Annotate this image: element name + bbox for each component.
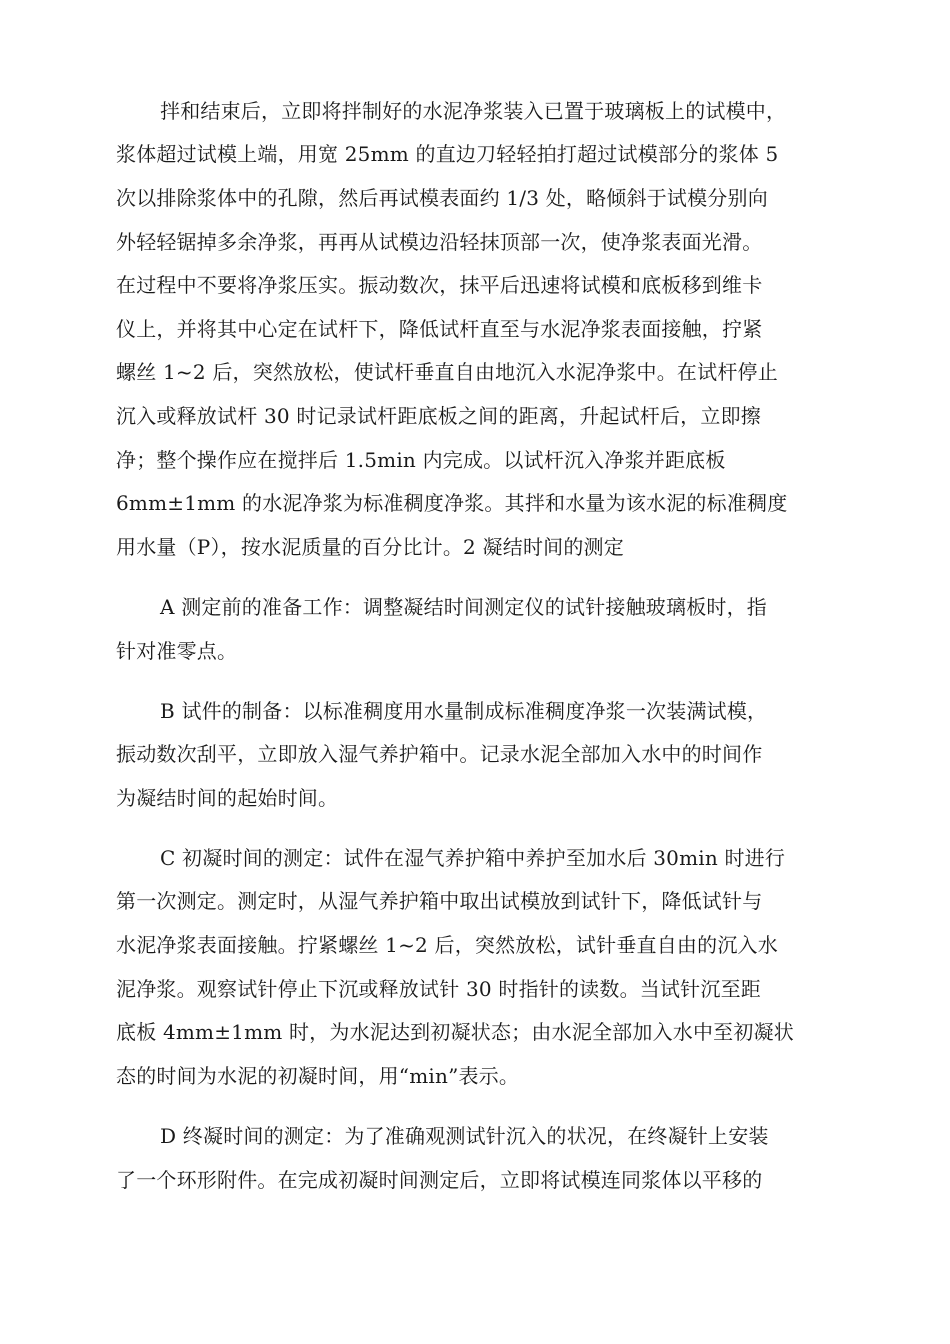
paragraph-1-line-7: 螺丝 1~2 后，突然放松，使试杆垂直自由地沉入水泥净浆中。在试杆停止 xyxy=(116,360,778,384)
paragraph-1-line-5: 在过程中不要将净浆压实。振动数次，抹平后迅速将试模和底板移到维卡 xyxy=(116,273,763,297)
paragraph-b-line-1: B 试件的制备：以标准稠度用水量制成标准稠度净浆一次装满试模， xyxy=(160,699,768,723)
paragraph-b-line-2: 振动数次刮平，立即放入湿气养护箱中。记录水泥全部加入水中的时间作 xyxy=(116,742,763,766)
paragraph-c-line-2: 第一次测定。测定时，从湿气养护箱中取出试模放到试针下，降低试针与 xyxy=(116,889,763,913)
paragraph-1-line-3: 次以排除浆体中的孔隙，然后再试模表面约 1/3 处，略倾斜于试模分别向 xyxy=(116,186,768,210)
paragraph-1-line-6: 仪上，并将其中心定在试杆下，降低试杆直至与水泥净浆表面接触，拧紧 xyxy=(116,317,763,341)
paragraph-1-line-9: 净；整个操作应在搅拌后 1.5min 内完成。以试杆沉入净浆并距底板 xyxy=(116,448,726,472)
paragraph-a-line-2: 针对准零点。 xyxy=(116,639,238,663)
paragraph-1-line-2: 浆体超过试模上端，用宽 25mm 的直边刀轻轻拍打超过试模部分的浆体 5 xyxy=(116,142,779,166)
paragraph-d-line-2: 了一个环形附件。在完成初凝时间测定后，立即将试模连同浆体以平移的 xyxy=(116,1168,763,1192)
paragraph-c-line-5: 底板 4mm±1mm 时，为水泥达到初凝状态；由水泥全部加入水中至初凝状 xyxy=(116,1020,794,1044)
paragraph-c-line-3: 水泥净浆表面接触。拧紧螺丝 1~2 后，突然放松，试针垂直自由的沉入水 xyxy=(116,933,778,957)
paragraph-c-line-1: C 初凝时间的测定：试件在湿气养护箱中养护至加水后 30min 时进行 xyxy=(160,846,786,870)
paragraph-1-line-8: 沉入或释放试杆 30 时记录试杆距底板之间的距离，升起试杆后，立即擦 xyxy=(116,404,761,428)
paragraph-1-line-11: 用水量（P），按水泥质量的百分比计。2 凝结时间的测定 xyxy=(116,535,624,559)
paragraph-a-line-1: A 测定前的准备工作：调整凝结时间测定仪的试针接触玻璃板时，指 xyxy=(160,595,768,619)
paragraph-b-line-3: 为凝结时间的起始时间。 xyxy=(116,786,339,810)
paragraph-1-line-4: 外轻轻锯掉多余净浆，再再从试模边沿轻抹顶部一次，使净浆表面光滑。 xyxy=(116,230,763,254)
paragraph-1-line-10: 6mm±1mm 的水泥净浆为标准稠度净浆。其拌和水量为该水泥的标准稠度 xyxy=(116,491,788,515)
paragraph-c-line-6: 态的时间为水泥的初凝时间，用“min”表示。 xyxy=(116,1064,520,1088)
paragraph-c-line-4: 泥净浆。观察试针停止下沉或释放试针 30 时指针的读数。当试针沉至距 xyxy=(116,977,761,1001)
paragraph-d-line-1: D 终凝时间的测定：为了准确观测试针沉入的状况，在终凝针上安装 xyxy=(160,1124,769,1148)
paragraph-1-line-1: 拌和结束后，立即将拌制好的水泥净浆装入已置于玻璃板上的试模中， xyxy=(160,99,787,123)
